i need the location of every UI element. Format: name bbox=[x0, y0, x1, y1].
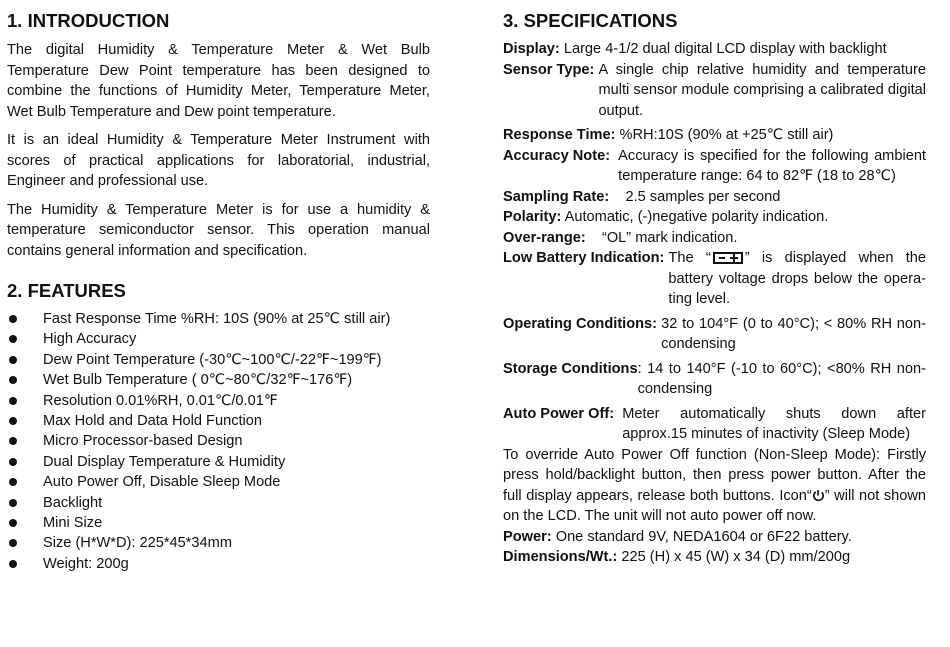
feature-text: Auto Power Off, Disable Sleep Mode bbox=[43, 474, 281, 491]
feature-text: Max Hold and Data Hold Function bbox=[43, 412, 263, 429]
feature-item bbox=[7, 391, 430, 411]
spec-label: Storage Conditions bbox=[503, 360, 638, 377]
feature-text: Dual Display Temperature & Humidity bbox=[43, 453, 286, 470]
spec-polarity bbox=[503, 207, 926, 228]
feature-item bbox=[7, 329, 430, 349]
spec-label: Sensor Type: bbox=[503, 61, 595, 78]
spec-label: Operating Conditions: bbox=[503, 315, 658, 332]
feature-item bbox=[7, 431, 430, 451]
left-column bbox=[7, 9, 430, 574]
bullet-icon bbox=[9, 458, 17, 466]
feature-text: Resolution 0.01%RH, 0.01℃/0.01℉ bbox=[43, 392, 278, 409]
spec-accuracy-note bbox=[503, 146, 926, 187]
spec-auto-power-off bbox=[503, 404, 926, 445]
spec-value: : 14 to 140°F (-10 to 60°C); <80% RH non-condensing bbox=[637, 360, 926, 397]
bullet-icon bbox=[9, 478, 17, 486]
spec-value: Accuracy is specified for the following ambient temperature range: 64 to 82℉ (18 to 28℃) bbox=[618, 147, 926, 184]
feature-text: Weight: 200g bbox=[43, 555, 129, 572]
introduction-heading: 1. INTRODUCTION bbox=[7, 10, 170, 31]
spec-over-range bbox=[503, 228, 926, 249]
feature-item bbox=[7, 493, 430, 513]
bullet-icon bbox=[9, 335, 17, 343]
spec-label: Sampling Rate: bbox=[503, 188, 610, 205]
feature-text: Fast Response Time %RH: 10S (90% at 25℃ still air) bbox=[43, 311, 391, 327]
feature-text: Dew Point Temperature (-30℃~100℃/-22℉~199℉) bbox=[43, 351, 382, 368]
spec-label: Dimensions/Wt.: bbox=[503, 549, 618, 565]
spec-dimensions bbox=[503, 547, 926, 568]
spec-value: A single chip relative humidity and temperature multi sensor module comprising a calibrated digital output. bbox=[598, 61, 926, 119]
feature-text: Micro Processor-based Design bbox=[43, 433, 243, 450]
features-list bbox=[7, 309, 430, 574]
spec-value: 2.5 samples per second bbox=[625, 188, 781, 205]
feature-item bbox=[7, 309, 430, 329]
spec-power bbox=[503, 527, 926, 548]
specifications-heading: 3. SPECIFICATIONS bbox=[503, 10, 678, 31]
bullet-icon bbox=[9, 539, 17, 547]
bullet-icon bbox=[9, 437, 17, 445]
feature-text: Size (H*W*D): 225*45*34mm bbox=[43, 535, 232, 552]
feature-item bbox=[7, 472, 430, 492]
feature-item bbox=[7, 370, 430, 390]
bullet-icon bbox=[9, 519, 17, 527]
bullet-icon bbox=[9, 315, 17, 323]
spec-value: Large 4-1/2 dual digital LCD display with backlight bbox=[563, 41, 887, 57]
feature-item bbox=[7, 533, 430, 553]
spec-storage-conditions bbox=[503, 359, 926, 400]
feature-item bbox=[7, 411, 430, 431]
spec-label: Low Battery Indication: bbox=[503, 250, 665, 266]
feature-text: Wet Bulb Temperature ( 0℃~80℃/32℉~176℉) bbox=[43, 372, 353, 389]
right-column bbox=[503, 9, 926, 568]
bullet-icon bbox=[9, 499, 17, 507]
spec-label: Accuracy Note: bbox=[503, 147, 611, 164]
spec-display bbox=[503, 39, 926, 60]
spec-label: Auto Power Off: bbox=[503, 405, 615, 422]
override-paragraph bbox=[503, 445, 926, 527]
spec-operating-conditions bbox=[503, 314, 926, 355]
spec-label: Polarity: bbox=[503, 209, 562, 225]
spec-label: Display: bbox=[503, 41, 560, 57]
bullet-icon bbox=[9, 417, 17, 425]
spec-value bbox=[668, 248, 926, 310]
spec-value: One standard 9V, NEDA1604 or 6F22 battery. bbox=[555, 528, 852, 545]
spec-value: 32 to 104°F (0 to 40°C); < 80% RH non-condensing bbox=[661, 315, 926, 352]
power-icon bbox=[812, 489, 825, 502]
spec-value: Meter automatically shuts down after approx.15 minutes of inactivity (Sleep Mode) bbox=[622, 405, 926, 442]
bullet-icon bbox=[9, 560, 17, 568]
spec-response-time bbox=[503, 125, 926, 146]
feature-item bbox=[7, 350, 430, 370]
intro-paragraph: The Humidity & Temperature Meter is for use a humidity & temperature semiconductor sensor. This operation manual contains general information and specification. bbox=[7, 201, 430, 259]
feature-item bbox=[7, 452, 430, 472]
feature-text: Backlight bbox=[43, 494, 103, 511]
spec-label: Response Time: bbox=[503, 127, 616, 143]
feature-item bbox=[7, 554, 430, 574]
spec-value: “OL” mark indication. bbox=[601, 229, 738, 246]
spec-sampling-rate bbox=[503, 187, 926, 208]
feature-text: High Accuracy bbox=[43, 331, 137, 348]
battery-icon bbox=[713, 252, 743, 264]
spec-value: Automatic, (-)negative polarity indication. bbox=[564, 209, 829, 225]
spec-sensor-type bbox=[503, 60, 926, 122]
override-post-text: ” will not shown on the LCD. The unit will not auto power off now. bbox=[503, 487, 927, 524]
spec-value: 225 (H) x 45 (W) x 34 (D) mm/200g bbox=[621, 549, 851, 565]
override-pre-text: To override Auto Power Off function (Non-Sleep Mode): Firstly press hold/backlight button, then press power button. After the full display appears, release both buttons. Icon“ bbox=[503, 446, 926, 504]
spec-label: Power: bbox=[503, 528, 552, 545]
spec-low-battery bbox=[503, 248, 926, 310]
bullet-icon bbox=[9, 397, 17, 405]
lowbatt-pre-text: The “ bbox=[668, 250, 711, 266]
intro-paragraph: The digital Humidity & Temperature Meter & Wet Bulb Temperature Dew Point temperature has been designed to combine the functions of Humidity Meter, Temperature Meter, Wet Bulb Temperature and Dew point temperature. bbox=[7, 42, 430, 120]
spec-value: %RH:10S (90% at +25℃ still air) bbox=[619, 127, 834, 143]
feature-text: Mini Size bbox=[43, 514, 103, 531]
intro-paragraph: It is an ideal Humidity & Temperature Meter Instrument with scores of practical applications for laboratorial, industrial, Engineer and professional use. bbox=[7, 132, 430, 189]
lowbatt-post-text: ” is displayed when the battery voltage drops below the opera-ting level. bbox=[668, 250, 927, 307]
feature-item bbox=[7, 513, 430, 533]
bullet-icon bbox=[9, 376, 17, 384]
features-heading: 2. FEATURES bbox=[7, 280, 126, 301]
spec-label: Over-range: bbox=[503, 229, 586, 246]
bullet-icon bbox=[9, 356, 17, 364]
